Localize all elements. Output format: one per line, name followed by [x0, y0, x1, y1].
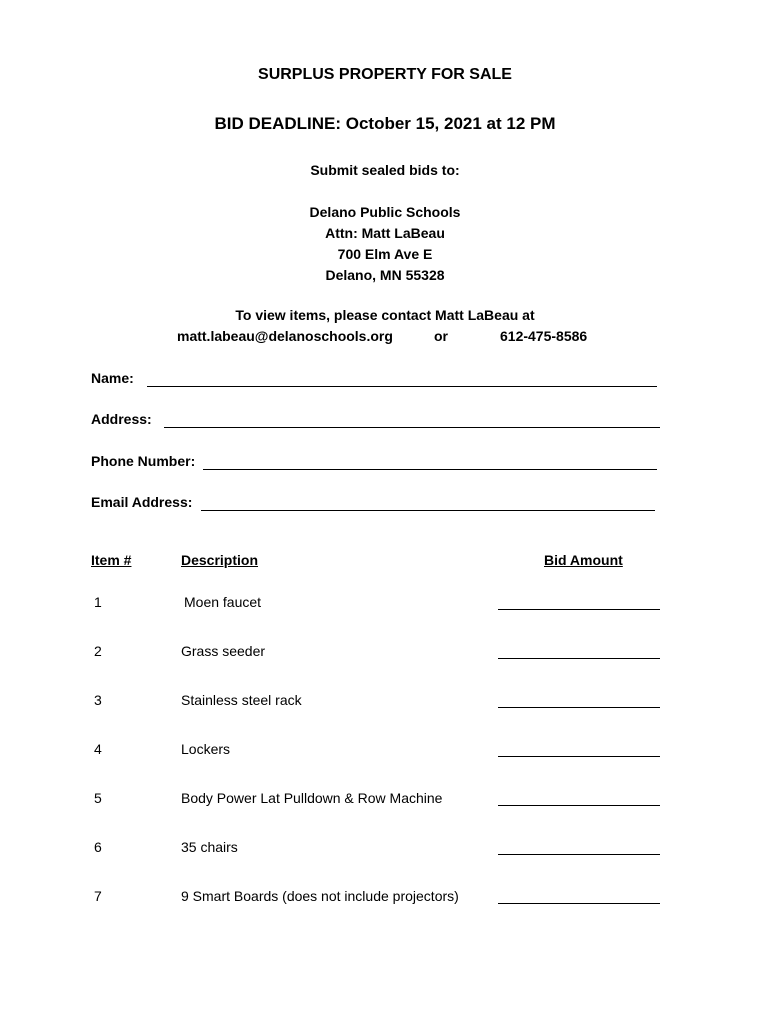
contact-or: or [434, 328, 448, 344]
email-label: Email Address: [91, 494, 193, 510]
contact-intro: To view items, please contact Matt LaBeau at [235, 307, 535, 323]
name-field[interactable] [147, 386, 657, 387]
bid-amount-column-header: Bid Amount [544, 552, 623, 568]
item-number: 2 [94, 643, 102, 659]
mailing-address [0, 202, 770, 286]
bid-amount-field[interactable] [498, 805, 660, 806]
contact-phone: 612-475-8586 [500, 328, 588, 344]
table-row [0, 741, 770, 761]
document-title: SURPLUS PROPERTY FOR SALE [258, 66, 512, 83]
item-number: 1 [94, 594, 102, 610]
item-description: Moen faucet [184, 594, 262, 610]
item-number: 5 [94, 790, 102, 806]
bid-amount-field[interactable] [498, 658, 660, 659]
address-line: Attn: Matt LaBeau [325, 225, 445, 241]
item-description: Lockers [181, 741, 231, 757]
bid-amount-field[interactable] [498, 609, 660, 610]
bid-amount-field[interactable] [498, 707, 660, 708]
item-description: 9 Smart Boards (does not include projectors) [181, 888, 459, 904]
submit-instructions: Submit sealed bids to: [310, 162, 460, 178]
item-number: 4 [94, 741, 102, 757]
table-row [0, 692, 770, 712]
table-row [0, 839, 770, 859]
item-description: Grass seeder [181, 643, 266, 659]
item-description: Body Power Lat Pulldown & Row Machine [181, 790, 443, 806]
phone-field[interactable] [203, 469, 657, 470]
bid-deadline: BID DEADLINE: October 15, 2021 at 12 PM [214, 114, 556, 133]
bid-amount-field[interactable] [498, 756, 660, 757]
address-line: Delano Public Schools [309, 204, 461, 220]
phone-label: Phone Number: [91, 453, 196, 469]
bid-amount-field[interactable] [498, 854, 660, 855]
email-field[interactable] [201, 510, 655, 511]
item-description: 35 chairs [181, 839, 238, 855]
name-label: Name: [91, 370, 134, 386]
item-column-header: Item # [91, 552, 132, 568]
table-row [0, 888, 770, 908]
item-number: 7 [94, 888, 102, 904]
table-row [0, 643, 770, 663]
table-row [0, 594, 770, 614]
item-number: 3 [94, 692, 102, 708]
address-label: Address: [91, 411, 152, 427]
item-description: Stainless steel rack [181, 692, 302, 708]
item-number: 6 [94, 839, 102, 855]
address-field[interactable] [164, 427, 660, 428]
address-line: 700 Elm Ave E [337, 246, 433, 262]
description-column-header: Description [181, 552, 259, 568]
contact-email[interactable]: matt.labeau@delanoschools.org [177, 328, 393, 344]
address-line: Delano, MN 55328 [325, 267, 445, 283]
bid-amount-field[interactable] [498, 903, 660, 904]
table-row [0, 790, 770, 810]
